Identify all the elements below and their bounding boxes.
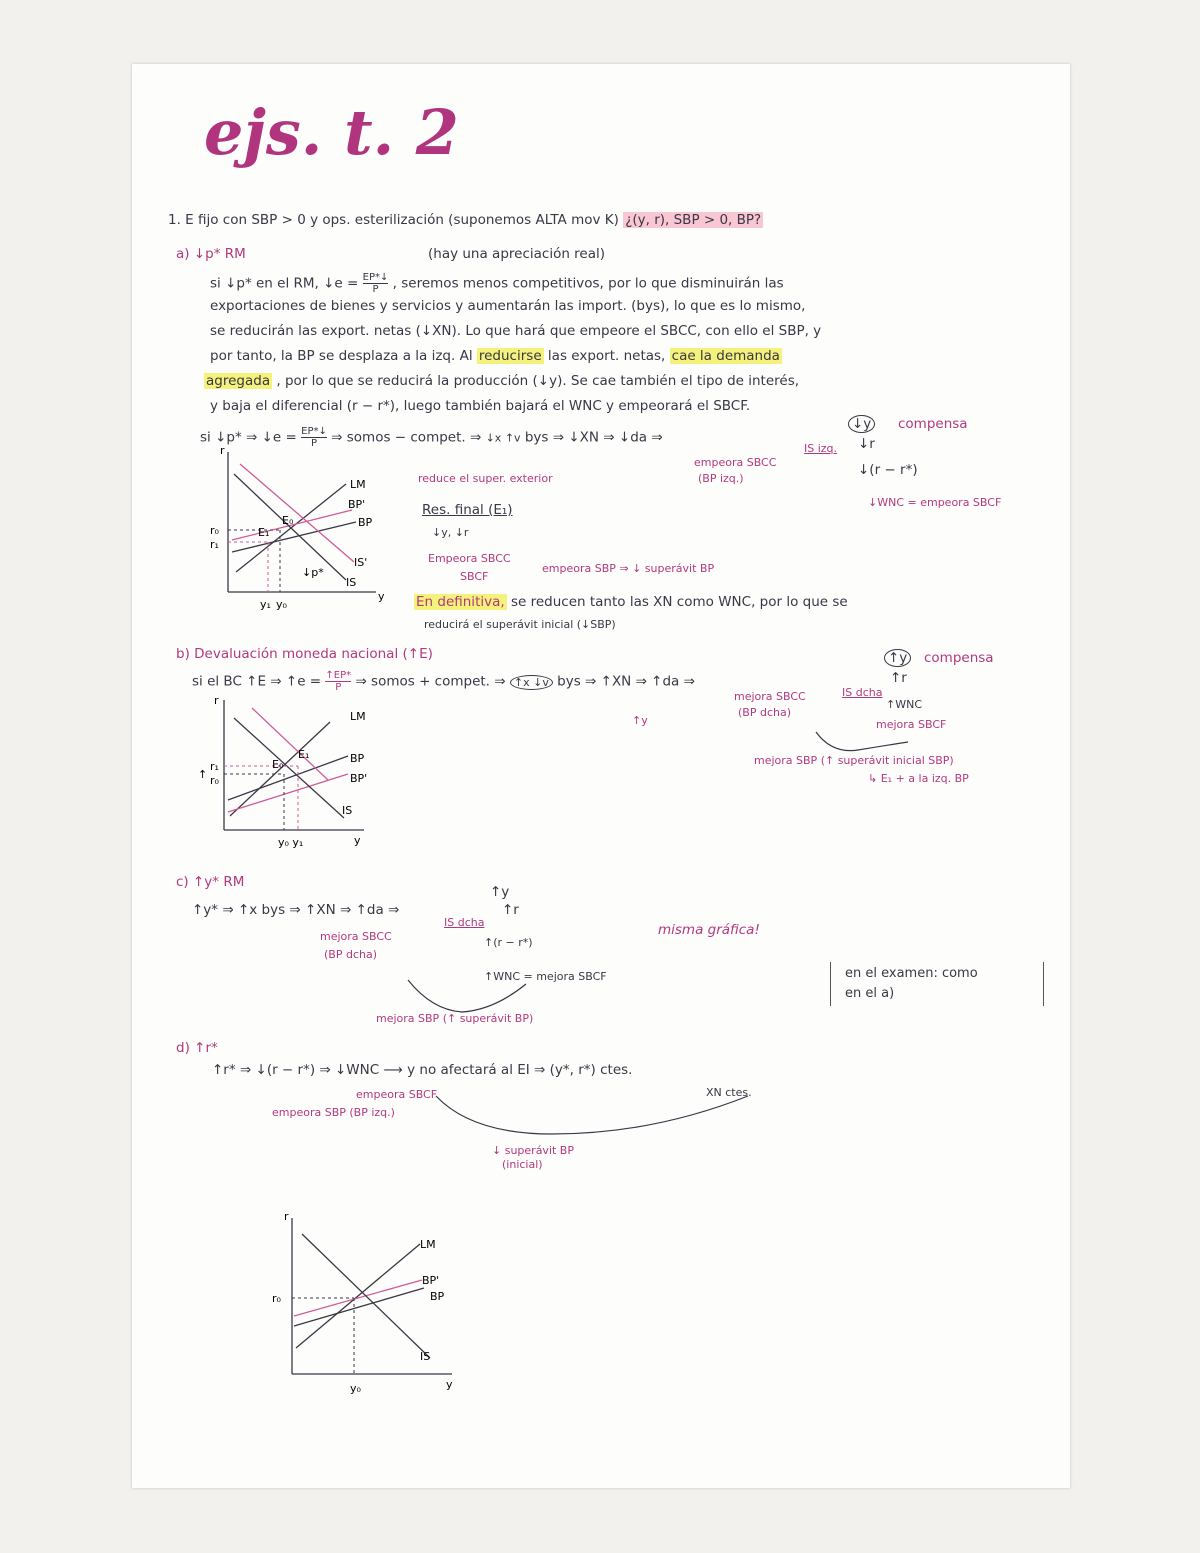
- svg-text:r₀: r₀: [272, 1292, 281, 1305]
- svg-text:LM: LM: [350, 710, 366, 723]
- svg-text:↓p*: ↓p*: [302, 566, 324, 579]
- highlight-en-definitiva: En definitiva,: [416, 594, 505, 610]
- is-curve: [302, 1234, 430, 1358]
- svg-text:E₀: E₀: [282, 514, 294, 527]
- part-a-heading: a) ↓p* RM: [176, 246, 246, 262]
- part-a-aside: (hay una apreciación real): [428, 246, 606, 262]
- svg-text:BP': BP': [348, 498, 366, 511]
- svg-text:r₁: r₁: [210, 760, 219, 773]
- part-c-same-graph: misma gráfica!: [658, 922, 760, 938]
- part-a-compensa: compensa: [898, 416, 968, 432]
- highlight-reducirse: reducirse: [478, 348, 542, 364]
- part-b-bp-dcha: (BP dcha): [738, 706, 792, 719]
- part-d-xn-ctes: XN ctes.: [706, 1086, 752, 1099]
- fraction-e: $\frac{EP*↓}{P}$: [362, 272, 389, 295]
- q1-statement-text: 1. E fijo con SBP > 0 y ops. esterilización (suponemos ALTA mov K): [168, 212, 619, 228]
- svg-text:BP: BP: [430, 1290, 445, 1303]
- part-b-r-up: ↑r: [890, 670, 907, 686]
- note-final: Res. final (E₁): [422, 502, 513, 518]
- bp-curve: [294, 1288, 424, 1326]
- part-a-line-5: agregada , por lo que se reducirá la producción (↓y). Se cae también el tipo de interés,: [206, 373, 800, 389]
- svg-text:LM: LM: [420, 1238, 436, 1251]
- part-d-empeora-sbcf: empeora SBCF: [356, 1088, 438, 1101]
- part-b-heading: b) Devaluación moneda nacional (↑E): [176, 646, 433, 662]
- chain-fraction-a: $\frac{EP*↓}{P}$: [301, 426, 327, 449]
- is-prime-curve: [240, 464, 354, 562]
- note-conclusion: En definitiva, se reducen tanto las XN como WNC, por lo que se: [416, 594, 848, 610]
- part-c-result: mejora SBP (↑ superávit BP): [376, 1012, 534, 1025]
- note-reduce: reduce el super. exterior: [418, 472, 553, 485]
- svg-text:E₁: E₁: [298, 748, 310, 761]
- part-a-line-1: si ↓p* en el RM, ↓e = $\frac{EP*↓}{P}$ , seremos menos competitivos, por lo que disminuirán las: [210, 272, 784, 295]
- part-c-bp-dcha: (BP dcha): [324, 948, 378, 961]
- part-c-wnc: ↑WNC = mejora SBCF: [484, 970, 607, 983]
- svg-text:r₀: r₀: [210, 774, 219, 787]
- svg-text:y₀: y₀: [350, 1382, 361, 1395]
- part-c-mejora-sbcc: mejora SBCC: [320, 930, 392, 943]
- is-curve: [234, 718, 344, 818]
- svg-text:BP': BP': [350, 772, 368, 785]
- exam-note-box: [830, 962, 1044, 1006]
- part-d-empeora-sbp: empeora SBP (BP izq.): [272, 1106, 395, 1119]
- lm-curve: [296, 1244, 420, 1348]
- axis-y-label: y: [378, 590, 385, 603]
- part-b-result-1: mejora SBP (↑ superávit inicial SBP): [754, 754, 954, 767]
- svg-text:LM: LM: [350, 478, 366, 491]
- is-curve: [234, 474, 346, 580]
- part-d-superavit: ↓ superávit BP: [492, 1144, 574, 1157]
- graph-d: [270, 1208, 490, 1398]
- part-c-is-dcha: IS dcha: [444, 916, 485, 929]
- part-a-bp-izq: (BP izq.): [698, 472, 744, 485]
- svg-text:E₀: E₀: [272, 758, 284, 771]
- part-a-line-3: se reducirán las export. netas (↓XN). Lo que hará que empeore el SBCC, con ello el SBP, y: [210, 323, 822, 339]
- part-d-inicial: (inicial): [502, 1158, 543, 1171]
- bp-prime-curve: [294, 1280, 422, 1316]
- note-empeora-sbp: empeora SBP ⇒ ↓ superávit BP: [542, 562, 715, 575]
- svg-text:y: y: [354, 834, 361, 847]
- part-a-y-down: ↓y: [848, 416, 875, 433]
- graph-a: [206, 444, 406, 614]
- graph-b: [194, 696, 394, 866]
- exam-note-line-2: en el a): [845, 986, 895, 1001]
- part-a-line-2: exportaciones de bienes y servicios y aumentarán las import. (bys), lo que es lo mismo,: [210, 298, 806, 314]
- part-a-r-down: ↓r: [858, 436, 875, 452]
- svg-text:r₁: r₁: [210, 538, 219, 551]
- part-b-mejora-sbcc: mejora SBCC: [734, 690, 806, 703]
- note-yr: ↓y, ↓r: [432, 526, 469, 539]
- svg-text:y₀: y₀: [276, 598, 287, 611]
- exam-note-line-1: en el examen: como: [845, 966, 978, 981]
- svg-text:IS: IS: [420, 1350, 431, 1363]
- q1-statement: [168, 212, 763, 229]
- part-c-chain: ↑y* ⇒ ↑x bys ⇒ ↑XN ⇒ ↑da ⇒: [192, 902, 400, 918]
- highlight-cae: cae la demanda: [671, 348, 780, 364]
- part-a-diff: ↓(r − r*): [858, 462, 918, 478]
- svg-text:IS': IS': [354, 556, 368, 569]
- q1-question: ¿(y, r), SBP > 0, BP?: [625, 212, 762, 228]
- part-b-is-dcha: IS dcha: [842, 686, 883, 699]
- part-a-chain: si ↓p* ⇒ ↓e = $\frac{EP*↓}{P}$ ⇒ somos − compet. ⇒ ↓x ↑v bys ⇒ ↓XN ⇒ ↓da ⇒: [200, 426, 663, 449]
- part-a-is-izq: IS izq.: [804, 442, 838, 455]
- chain-fraction-b: $\frac{↑EP*}{P}$: [325, 670, 352, 693]
- svg-text:y₀ y₁: y₀ y₁: [278, 836, 304, 849]
- part-b-mejora-sbcf: mejora SBCF: [876, 718, 947, 731]
- svg-text:BP: BP: [358, 516, 373, 529]
- part-c-heading: c) ↑y* RM: [176, 874, 245, 890]
- part-c-diff: ↑(r − r*): [484, 936, 533, 949]
- svg-text:y: y: [446, 1378, 453, 1391]
- note-conclusion-2: reducirá el superávit inicial (↓SBP): [424, 618, 616, 631]
- svg-text:r₀: r₀: [210, 524, 219, 537]
- svg-text:r: r: [284, 1210, 289, 1223]
- note-empeora-sbcf: SBCF: [460, 570, 489, 583]
- part-b-wnc: ↑WNC: [886, 698, 923, 711]
- svg-text:BP': BP': [422, 1274, 440, 1287]
- svg-text:↑: ↑: [198, 768, 208, 781]
- part-a-line-6: y baja el diferencial (r − r*), luego también bajará el WNC y empeorará el SBCF.: [210, 398, 751, 414]
- svg-text:BP: BP: [350, 752, 365, 765]
- part-d-heading: d) ↑r*: [176, 1040, 218, 1056]
- part-a-wnc: ↓WNC = empeora SBCF: [868, 496, 1002, 509]
- part-c-r-up: ↑r: [502, 902, 519, 918]
- part-b-side-up: ↑y: [632, 714, 648, 727]
- brace-d: [432, 1090, 752, 1140]
- svg-text:IS: IS: [342, 804, 353, 817]
- part-b-result-2: ↳ E₁ + a la izq. BP: [868, 772, 969, 785]
- part-c-y-up: ↑y: [490, 884, 510, 900]
- svg-text:IS: IS: [346, 576, 357, 589]
- notebook-page: [132, 64, 1070, 1488]
- part-a-line-4: por tanto, la BP se desplaza a la izq. Al reducirse las export. netas, cae la demanda: [210, 348, 780, 364]
- page-title: ejs. t. 2: [204, 96, 459, 169]
- part-d-chain: ↑r* ⇒ ↓(r − r*) ⇒ ↓WNC ⟶ y no afectará al EI ⇒ (y*, r*) ctes.: [212, 1062, 633, 1078]
- svg-text:y₁: y₁: [260, 598, 271, 611]
- part-b-compensa: compensa: [924, 650, 994, 666]
- part-a-empeora-sbcc: empeora SBCC: [694, 456, 777, 469]
- part-b-y-up: ↑y: [884, 650, 911, 667]
- svg-text:E₁: E₁: [258, 526, 270, 539]
- svg-text:r: r: [214, 694, 219, 707]
- axis-r-label: r: [220, 444, 225, 457]
- part-b-chain: si el BC ↑E ⇒ ↑e = $\frac{↑EP*}{P}$ ⇒ somos + compet. ⇒ ↑x ↓v bys ⇒ ↑XN ⇒ ↑da ⇒: [192, 670, 695, 693]
- note-empeora-sbcc: Empeora SBCC: [428, 552, 511, 565]
- highlight-agregada: agregada: [206, 373, 271, 389]
